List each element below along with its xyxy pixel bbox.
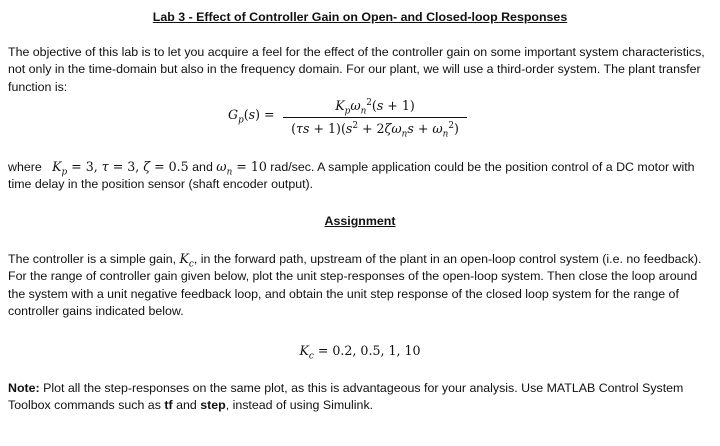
- note-and: and: [176, 398, 197, 413]
- assignment-heading: Assignment: [324, 214, 396, 228]
- note-label: Note:: [8, 381, 40, 395]
- kc-symbol: $K_c$: [179, 251, 194, 270]
- page-title: Lab 3 - Effect of Controller Gain on Open- and Closed-loop Responses: [152, 10, 568, 24]
- assignment-text-part1: The controller is a simple gain,: [8, 252, 177, 266]
- and-label: and: [192, 160, 213, 174]
- note-paragraph: [8, 380, 714, 415]
- transfer-function-denominator: $(\tau s + 1)(s^2 + 2\zeta\omega_ns + \omega_n^2)$: [291, 120, 459, 140]
- assignment-paragraph: [8, 250, 714, 320]
- transfer-function-lhs: $G_p(s)$ =: [228, 107, 275, 126]
- step-command: step: [200, 398, 226, 413]
- tf-command: tf: [164, 398, 173, 413]
- note-text-part1: Plot all the step-responses on the same plot, as this is advantageous for your analysis. Use MATLAB Control System Toolbox commands such as: [8, 381, 684, 413]
- wn-value: $\omega_n = 10$: [216, 159, 267, 178]
- note-text-part2: , instead of using Simulink.: [225, 398, 374, 413]
- transfer-function-numerator: $K_p\omega_n^2(s + 1)$: [335, 97, 415, 117]
- kp-tau-zeta-values: $K_p = 3$, τ = 3, ζ = 0.5: [52, 159, 189, 178]
- where-label: where: [8, 160, 42, 174]
- transfer-function-fraction: [283, 97, 467, 140]
- assignment-text-part2: , in the forward path, upstream of the plant in an open-loop control system (i.e. no feedback). For the range of controller gain given below, plot the unit step-responses of the open-loop system. Then close the loop around the system with a unit negative feedback loop, and obtain the unit step response of the closed loop system for the range of controller gains indicated below.: [8, 252, 702, 318]
- application-text: A sample application could be the position control of a DC motor with time delay in the position sensor (shaft encoder output).: [8, 160, 695, 192]
- kc-values: $K_c = 0.2$, 0.5, 1, 10: [299, 343, 421, 362]
- fraction-bar: [283, 117, 467, 118]
- parameters-paragraph: where $K_p = 3$, τ = 3, ζ = 0.5 and $\omega_n = 10$ rad/sec. A sample application could be the position control of a DC motor with time delay in the position sensor (shaft encoder output).: [8, 159, 695, 192]
- intro-paragraph: The objective of this lab is to let you acquire a feel for the effect of the controller gain on some important system characteristics, not only in the time-domain but also in the frequency domain. For our plant, we will use a third-order system. The plant transfer function is:: [8, 45, 705, 94]
